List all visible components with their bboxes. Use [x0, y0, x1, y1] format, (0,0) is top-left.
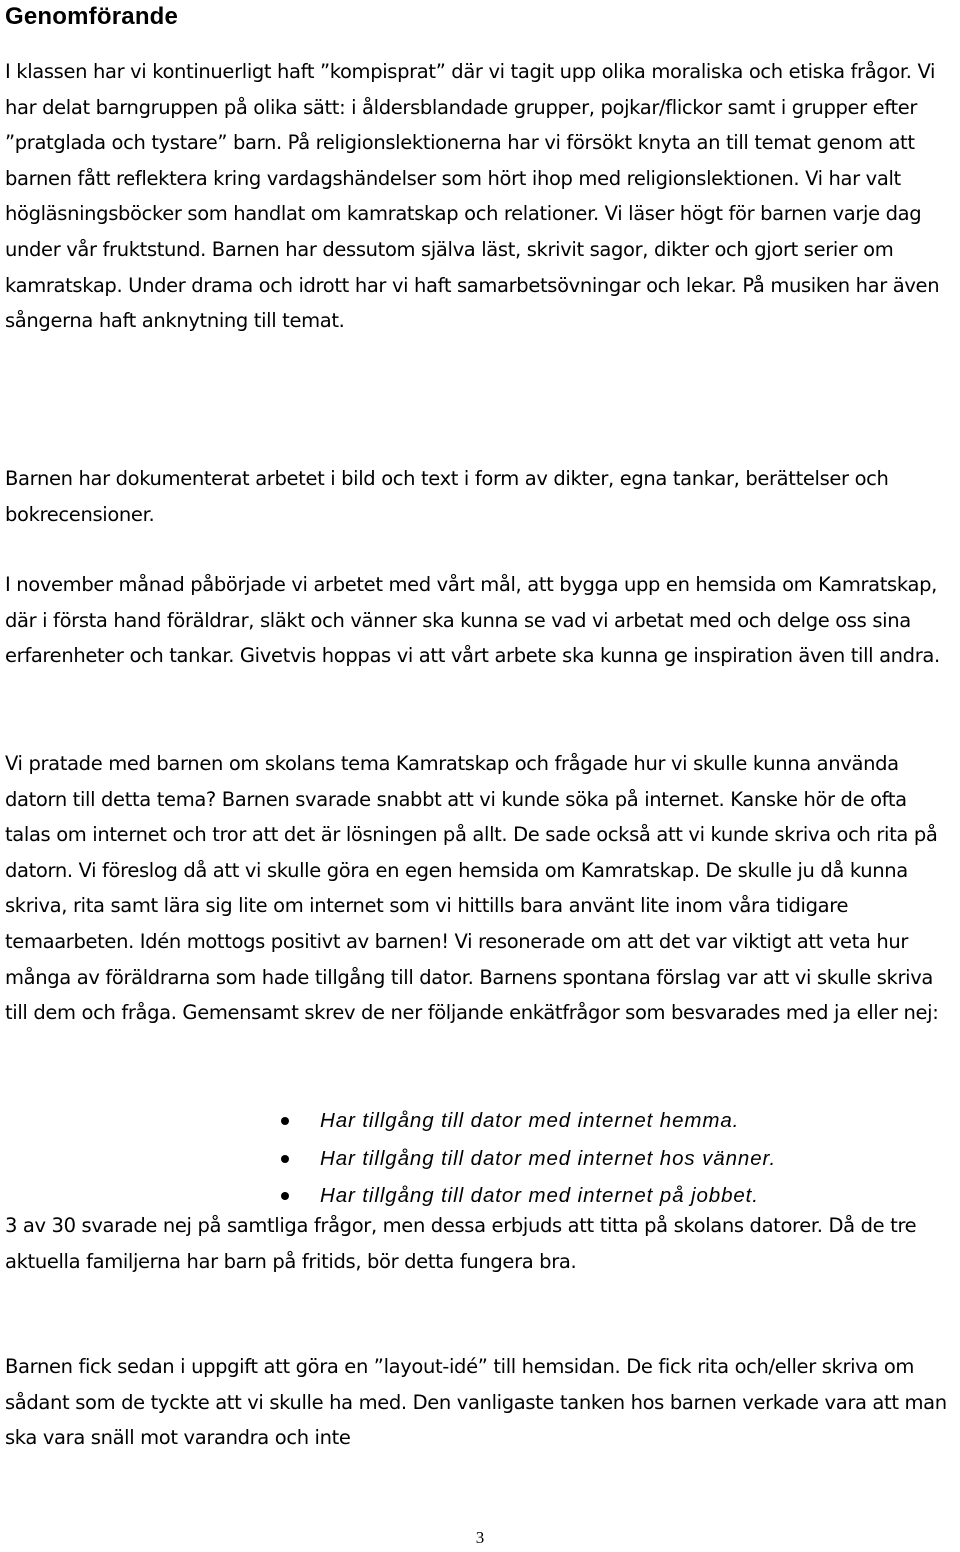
survey-question: Har tillgång till dator med internet på jobbet.: [320, 1184, 759, 1207]
bullet-icon: [281, 1155, 289, 1163]
survey-question-list: [5, 1102, 955, 1215]
paragraph-kompisprat: I klassen har vi kontinuerligt haft ”kompisprat” där vi tagit upp olika moraliska och etiska frågor. Vi har delat barngruppen på olika sätt: i åldersblandade grupper, pojkar/flickor samt i grupper efter ”pratglada och tystare” barn. På religionslektionerna har vi försökt knyta an till temat genom att barnen fått reflektera kring vardagshändelser som hört ihop med religionslektionen. Vi har valt högläsningsböcker som handlat om kamratskap och relationer. Vi läser högt för barnen varje dag under vår fruktstund. Barnen har dessutom själva läst, skrivit sagor, dikter och gjort serier om kamratskap. Under drama och idrott har vi haft samarbetsövningar och lekar. På musiken har även sångerna haft anknytning till temat.: [5, 60, 940, 333]
paragraph-dokumentation: Barnen har dokumenterat arbetet i bild och text i form av dikter, egna tankar, berättelser och bokrecensioner.: [5, 467, 889, 526]
list-item: [5, 1140, 955, 1178]
paragraph-datorn: Vi pratade med barnen om skolans tema Kamratskap och frågade hur vi skulle kunna använda datorn till detta tema? Barnen svarade snabbt att vi kunde söka på internet. Kanske hör de ofta talas om internet och tror att det är lösningen på allt. De sade också att vi kunde skriva och rita på datorn. Vi föreslog då att vi skulle göra en egen hemsida om Kamratskap. De skulle ju då kunna skriva, rita samt lära sig lite om internet som vi hittills bara använt lite inom våra tidigare temaarbeten. Idén mottogs positivt av barnen! Vi resonerade om att det var viktigt att veta hur många av föräldrarna som hade tillgång till dator. Barnens spontana förslag var att vi skulle skriva till dem och fråga. Gemensamt skrev de ner följande enkätfrågor som besvarades med ja eller nej:: [5, 752, 939, 1025]
survey-question: Har tillgång till dator med internet hemma.: [320, 1109, 740, 1132]
survey-question: Har tillgång till dator med internet hos vänner.: [320, 1146, 777, 1170]
paragraph-layout-ide: Barnen fick sedan i uppgift att göra en ”layout-idé” till hemsidan. De fick rita och/eller skriva om sådant som de tyckte att vi skulle ha med. Den vanligaste tanken hos barnen verkade vara att man ska vara snäll mot varandra och inte: [5, 1355, 947, 1450]
bullet-icon: [281, 1192, 289, 1200]
paragraph-hemsida-mal: I november månad påbörjade vi arbetet med vårt mål, att bygga upp en hemsida om Kamratskap, där i första hand föräldrar, släkt och vänner ska kunna se vad vi arbetat med och delge oss sina erfarenheter och tankar. Givetvis hoppas vi att vårt arbete ska kunna ge inspiration även till andra.: [5, 573, 940, 668]
document-page: [5, 0, 955, 1450]
page-number: 3: [475, 1528, 485, 1547]
paragraph-enkat-resultat: 3 av 30 svarade nej på samtliga frågor, men dessa erbjuds att titta på skolans datorer. Då de tre aktuella familjerna har barn på fritids, bör detta fungera bra.: [5, 1214, 917, 1273]
bullet-icon: [281, 1117, 289, 1125]
section-heading: Genomförande: [5, 3, 179, 30]
list-item: [5, 1102, 955, 1140]
